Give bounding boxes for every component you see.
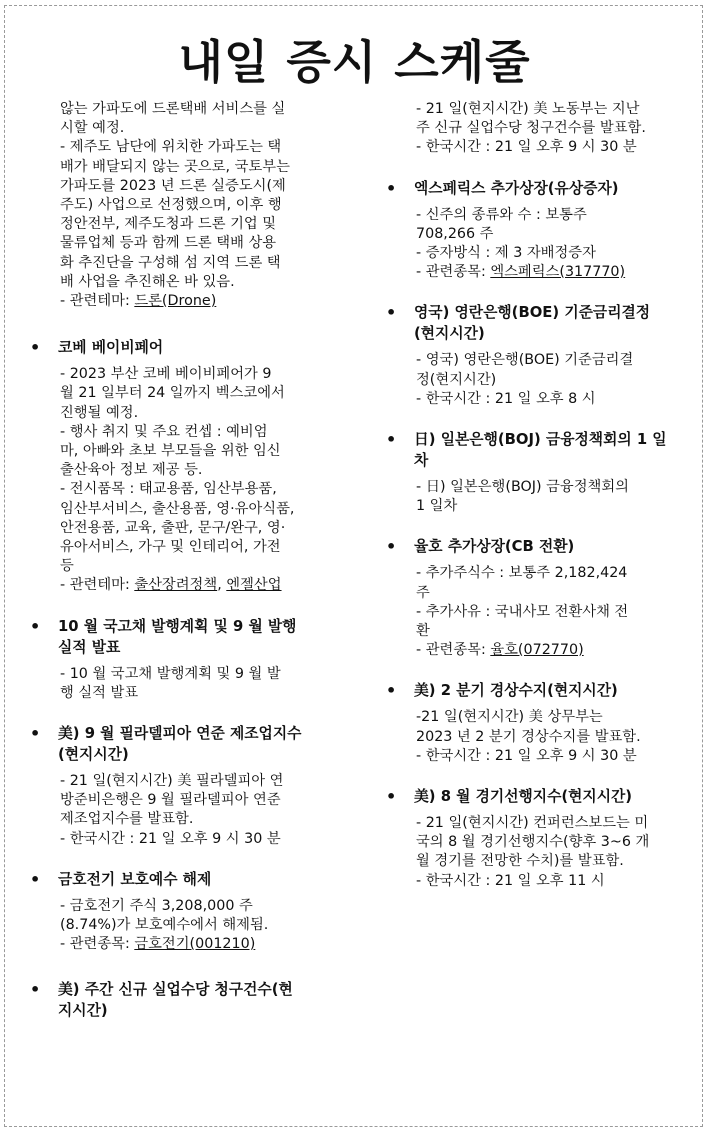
section-body [26, 897, 352, 955]
heading-text: 영국) 영란은행(BOE) 기준금리결정 [414, 304, 651, 322]
bullet-icon: • [386, 178, 397, 198]
bullet-icon: • [30, 338, 41, 358]
related-stock-label: - 관련종목: [60, 936, 135, 953]
text-line: - 2023 부산 코베 베이비페어가 9 [60, 366, 272, 383]
text-line: - 21 일(현지시간) 美 필라델피아 연 [60, 773, 284, 790]
text-line: 화 추진단을 구성해 섬 지역 드론 택 [60, 254, 281, 271]
text-line: - 한국시간 : 21 일 오후 11 시 [416, 872, 605, 889]
text-line: (8.74%)가 보호예수에서 해제됨. [60, 917, 269, 934]
heading-text: (현지시간) [414, 325, 485, 343]
section-boe-rate [382, 302, 688, 409]
text-line: 출산육아 정보 제공 등. [60, 462, 203, 479]
right-column [382, 100, 688, 891]
related-stock-line [416, 641, 688, 660]
section-kobe-baby-fair [26, 337, 352, 595]
theme-link-angel-industry[interactable]: 엔젤산업 [226, 577, 282, 594]
related-theme-label: - 관련테마: [60, 293, 135, 310]
related-stock-line [416, 263, 688, 282]
text-line: 가파도를 2023 년 드론 실증도시(제 [60, 177, 286, 194]
heading-text: 엑스페릭스 추가상장(유상증자) [414, 179, 619, 197]
section-heading [26, 723, 352, 765]
heading-text: 지시간) [58, 1001, 108, 1019]
text-line: 진행될 예정. [60, 404, 139, 421]
separator: , [217, 577, 227, 594]
text-line: - 제주도 남단에 위치한 가파도는 택 [60, 139, 282, 156]
text-line: 708,266 주 [416, 225, 494, 242]
related-theme-label: - 관련테마: [60, 577, 135, 594]
left-column [26, 100, 352, 1021]
text-line: 마, 아빠와 초보 부모들을 위한 임신 [60, 443, 281, 460]
text-line: - 한국시간 : 21 일 오후 8 시 [416, 390, 596, 407]
heading-text: 실적 발표 [58, 638, 121, 656]
text-line: - 신주의 종류와 수 : 보통주 [416, 206, 587, 223]
text-line: - 영국) 영란은행(BOE) 기준금리결 [416, 352, 634, 369]
related-stock-label: - 관련종목: [416, 642, 491, 659]
text-line: 방준비은행은 9 월 필라델피아 연준 [60, 792, 281, 809]
heading-text: 日) 일본은행(BOJ) 금융정책회의 1 일 [414, 431, 667, 449]
section-heading [382, 680, 688, 701]
bullet-icon: • [386, 303, 397, 323]
heading-text: 코베 베이비페어 [58, 339, 164, 357]
text-line: 유아서비스, 가구 및 인테리어, 가전 [60, 539, 281, 556]
text-line: 1 일차 [416, 498, 458, 515]
section-heading [382, 786, 688, 807]
text-line: - 10 월 국고채 발행계획 및 9 월 발 [60, 665, 281, 682]
text-line: 배 사업을 추진해온 바 있음. [60, 273, 235, 290]
bullet-icon: • [30, 869, 41, 889]
page-title: 내일 증시 스케줄 [178, 35, 531, 89]
text-line: 환 [416, 623, 430, 640]
section-body [26, 365, 352, 595]
bullet-icon: • [386, 537, 397, 557]
section-body [382, 564, 688, 660]
text-line: 월 21 일부터 24 일까지 벡스코에서 [60, 385, 285, 402]
heading-text: 10 월 국고채 발행계획 및 9 월 발행 [58, 617, 297, 635]
text-line: - 증자방식 : 제 3 자배정증자 [416, 245, 596, 262]
section-heading [26, 869, 352, 890]
related-stock-line [60, 935, 352, 954]
section-current-account [382, 680, 688, 766]
stock-link-kumho[interactable]: 금호전기(001210) [134, 936, 256, 953]
section-heading [382, 178, 688, 199]
stock-link-experix[interactable]: 엑스페릭스(317770) [490, 264, 626, 281]
related-theme-line [60, 292, 352, 311]
bullet-icon: • [30, 616, 41, 636]
right-intro-text [382, 100, 688, 158]
bullet-icon: • [386, 681, 397, 701]
section-kumho-lockup [26, 869, 352, 955]
text-line: 안전용품, 교육, 출판, 문구/완구, 영· [60, 519, 286, 536]
heading-text: 美) 주간 신규 실업수당 청구건수(현 [58, 980, 293, 998]
bullet-icon: • [30, 979, 41, 999]
text-line: 않는 가파도에 드론택배 서비스를 실 [60, 101, 286, 117]
related-stock-label: - 관련종목: [416, 264, 491, 281]
section-experix [382, 178, 688, 283]
text-line: - 행사 취지 및 주요 컨셉 : 예비엄 [60, 423, 268, 440]
section-body [382, 351, 688, 409]
text-line: 임산부서비스, 출산용품, 영·유아식품, [60, 500, 295, 517]
bullet-icon: • [30, 724, 41, 744]
heading-text: 美) 8 월 경기선행지수(현지시간) [414, 788, 633, 806]
text-line: 시할 예정. [60, 120, 125, 137]
text-line: - 한국시간 : 21 일 오후 9 시 30 분 [60, 830, 281, 847]
stock-link-yulho[interactable]: 율호(072770) [490, 642, 584, 659]
theme-link-birth-policy[interactable]: 출산장려정책 [134, 577, 218, 594]
section-body [382, 206, 688, 283]
text-line: 제조업지수를 발표함. [60, 811, 194, 828]
section-body [382, 814, 688, 891]
heading-text: 美) 9 월 필라델피아 연준 제조업지수 [58, 725, 302, 743]
section-body [26, 772, 352, 849]
theme-link-drone[interactable]: 드론(Drone) [134, 293, 217, 310]
left-intro-text [26, 100, 352, 311]
text-line: - 추가주식수 : 보통주 2,182,424 [416, 565, 628, 582]
text-line: - 한국시간 : 21 일 오후 9 시 30 분 [416, 139, 637, 156]
text-line: - 21 일(현지시간) 美 노동부는 지난 [416, 101, 640, 117]
text-line: - 日) 일본은행(BOJ) 금융정책회의 [416, 479, 629, 496]
section-philly-fed [26, 723, 352, 849]
section-body [26, 665, 352, 703]
section-boj-meeting [382, 429, 688, 516]
text-line: - 금호전기 주식 3,208,000 주 [60, 897, 253, 914]
section-bond-plan [26, 616, 352, 703]
section-body [382, 478, 688, 516]
text-line: 행 실적 발표 [60, 684, 139, 701]
text-line: 국의 8 월 경기선행지수(향후 3~6 개 [416, 834, 650, 851]
bullet-icon: • [386, 430, 397, 450]
text-line: - 21 일(현지시간) 컨퍼런스보드는 미 [416, 815, 649, 832]
text-line: 등 [60, 558, 74, 575]
section-heading [26, 616, 352, 658]
text-line: 2023 년 2 분기 경상수지를 발표함. [416, 728, 641, 745]
text-line: -21 일(현지시간) 美 상무부는 [416, 709, 603, 726]
heading-text: (현지시간) [58, 746, 129, 764]
text-line: 배가 배달되지 않는 곳으로, 국토부는 [60, 158, 290, 175]
text-line: - 전시품목 : 태교용품, 임산부용품, [60, 481, 277, 498]
text-line: 주 [416, 584, 430, 601]
section-jobless-claims [26, 979, 352, 1021]
section-body [382, 708, 688, 766]
section-heading [382, 429, 688, 471]
heading-text: 금호전기 보호예수 해제 [58, 870, 212, 888]
section-heading [382, 302, 688, 344]
related-theme-line [60, 576, 352, 595]
heading-text: 율호 추가상장(CB 전환) [414, 538, 575, 556]
section-heading [26, 979, 352, 1021]
section-heading [382, 536, 688, 557]
bullet-icon: • [386, 787, 397, 807]
heading-text: 美) 2 분기 경상수지(현지시간) [414, 682, 618, 700]
text-line: 물류업체 등과 함께 드론 택배 상용 [60, 235, 277, 252]
text-line: 주도) 사업으로 선정했으며, 이후 행 [60, 197, 282, 214]
section-leading-index [382, 786, 688, 891]
text-line: 주 신규 실업수당 청구건수를 발표함. [416, 120, 646, 137]
text-line: - 추가사유 : 국내사모 전환사채 전 [416, 603, 629, 620]
text-line: 정(현지시간) [416, 371, 497, 388]
heading-text: 차 [414, 452, 429, 470]
text-line: 정안전부, 제주도청과 드론 기업 및 [60, 216, 277, 233]
text-line: - 한국시간 : 21 일 오후 9 시 30 분 [416, 747, 637, 764]
text-line: 월 경기를 전망한 수치)를 발표함. [416, 853, 624, 870]
section-yulho-listing [382, 536, 688, 660]
section-heading [26, 337, 352, 358]
